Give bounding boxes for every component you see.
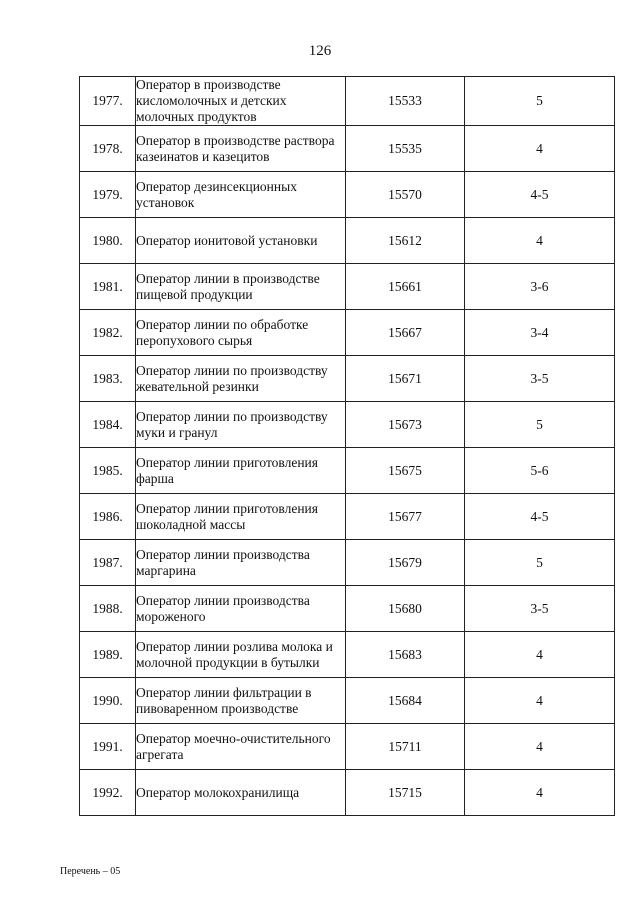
table-row [80, 724, 615, 770]
profession-code: 15675 [346, 448, 465, 494]
row-number: 1988. [80, 586, 136, 632]
grade-range: 5 [465, 77, 615, 126]
profession-name: Оператор в производстве кисломолочных и детских молочных продуктов [136, 77, 346, 126]
profession-name: Оператор линии производства мороженого [136, 586, 346, 632]
professions-table [79, 76, 615, 816]
profession-name: Оператор линии производства маргарина [136, 540, 346, 586]
table-row [80, 448, 615, 494]
grade-range: 3-5 [465, 356, 615, 402]
grade-range: 4-5 [465, 172, 615, 218]
grade-range: 3-5 [465, 586, 615, 632]
grade-range: 4 [465, 632, 615, 678]
grade-range: 4 [465, 126, 615, 172]
profession-code: 15671 [346, 356, 465, 402]
grade-range: 4-5 [465, 494, 615, 540]
table-row [80, 218, 615, 264]
table-row [80, 540, 615, 586]
profession-name: Оператор линии розлива молока и молочной продукции в бутылки [136, 632, 346, 678]
profession-code: 15677 [346, 494, 465, 540]
profession-code: 15715 [346, 770, 465, 816]
profession-name: Оператор линии фильтрации в пивоваренном производстве [136, 678, 346, 724]
row-number: 1992. [80, 770, 136, 816]
profession-code: 15684 [346, 678, 465, 724]
grade-range: 4 [465, 218, 615, 264]
row-number: 1980. [80, 218, 136, 264]
row-number: 1979. [80, 172, 136, 218]
grade-range: 3-4 [465, 310, 615, 356]
table-row [80, 494, 615, 540]
grade-range: 5-6 [465, 448, 615, 494]
profession-code: 15673 [346, 402, 465, 448]
row-number: 1982. [80, 310, 136, 356]
grade-range: 5 [465, 402, 615, 448]
profession-code: 15711 [346, 724, 465, 770]
row-number: 1985. [80, 448, 136, 494]
row-number: 1983. [80, 356, 136, 402]
profession-code: 15683 [346, 632, 465, 678]
table-row [80, 586, 615, 632]
profession-code: 15667 [346, 310, 465, 356]
table-body [80, 77, 615, 816]
profession-name: Оператор дезинсекционных установок [136, 172, 346, 218]
table-row [80, 402, 615, 448]
grade-range: 4 [465, 724, 615, 770]
profession-name: Оператор линии приготовления шоколадной массы [136, 494, 346, 540]
table-row [80, 77, 615, 126]
profession-name: Оператор молокохранилища [136, 770, 346, 816]
profession-name: Оператор линии по производству жевательной резинки [136, 356, 346, 402]
grade-range: 4 [465, 678, 615, 724]
profession-name: Оператор линии по обработке перопухового сырья [136, 310, 346, 356]
table-row [80, 678, 615, 724]
profession-name: Оператор моечно-очистительного агрегата [136, 724, 346, 770]
grade-range: 5 [465, 540, 615, 586]
table-row [80, 264, 615, 310]
row-number: 1978. [80, 126, 136, 172]
profession-name: Оператор линии в производстве пищевой продукции [136, 264, 346, 310]
profession-name: Оператор линии приготовления фарша [136, 448, 346, 494]
table-row [80, 310, 615, 356]
row-number: 1989. [80, 632, 136, 678]
row-number: 1977. [80, 77, 136, 126]
row-number: 1986. [80, 494, 136, 540]
profession-code: 15680 [346, 586, 465, 632]
profession-code: 15533 [346, 77, 465, 126]
profession-code: 15679 [346, 540, 465, 586]
profession-name: Оператор в производстве раствора казеинатов и казецитов [136, 126, 346, 172]
profession-name: Оператор ионитовой установки [136, 218, 346, 264]
profession-code: 15570 [346, 172, 465, 218]
profession-code: 15661 [346, 264, 465, 310]
table-row [80, 632, 615, 678]
table-row [80, 172, 615, 218]
page-number: 126 [308, 43, 332, 59]
row-number: 1987. [80, 540, 136, 586]
row-number: 1990. [80, 678, 136, 724]
footer-label: Перечень – 05 [60, 866, 121, 877]
profession-code: 15612 [346, 218, 465, 264]
grade-range: 3-6 [465, 264, 615, 310]
row-number: 1984. [80, 402, 136, 448]
row-number: 1991. [80, 724, 136, 770]
table-row [80, 770, 615, 816]
row-number: 1981. [80, 264, 136, 310]
table-row [80, 126, 615, 172]
grade-range: 4 [465, 770, 615, 816]
profession-name: Оператор линии по производству муки и гранул [136, 402, 346, 448]
table-row [80, 356, 615, 402]
profession-code: 15535 [346, 126, 465, 172]
